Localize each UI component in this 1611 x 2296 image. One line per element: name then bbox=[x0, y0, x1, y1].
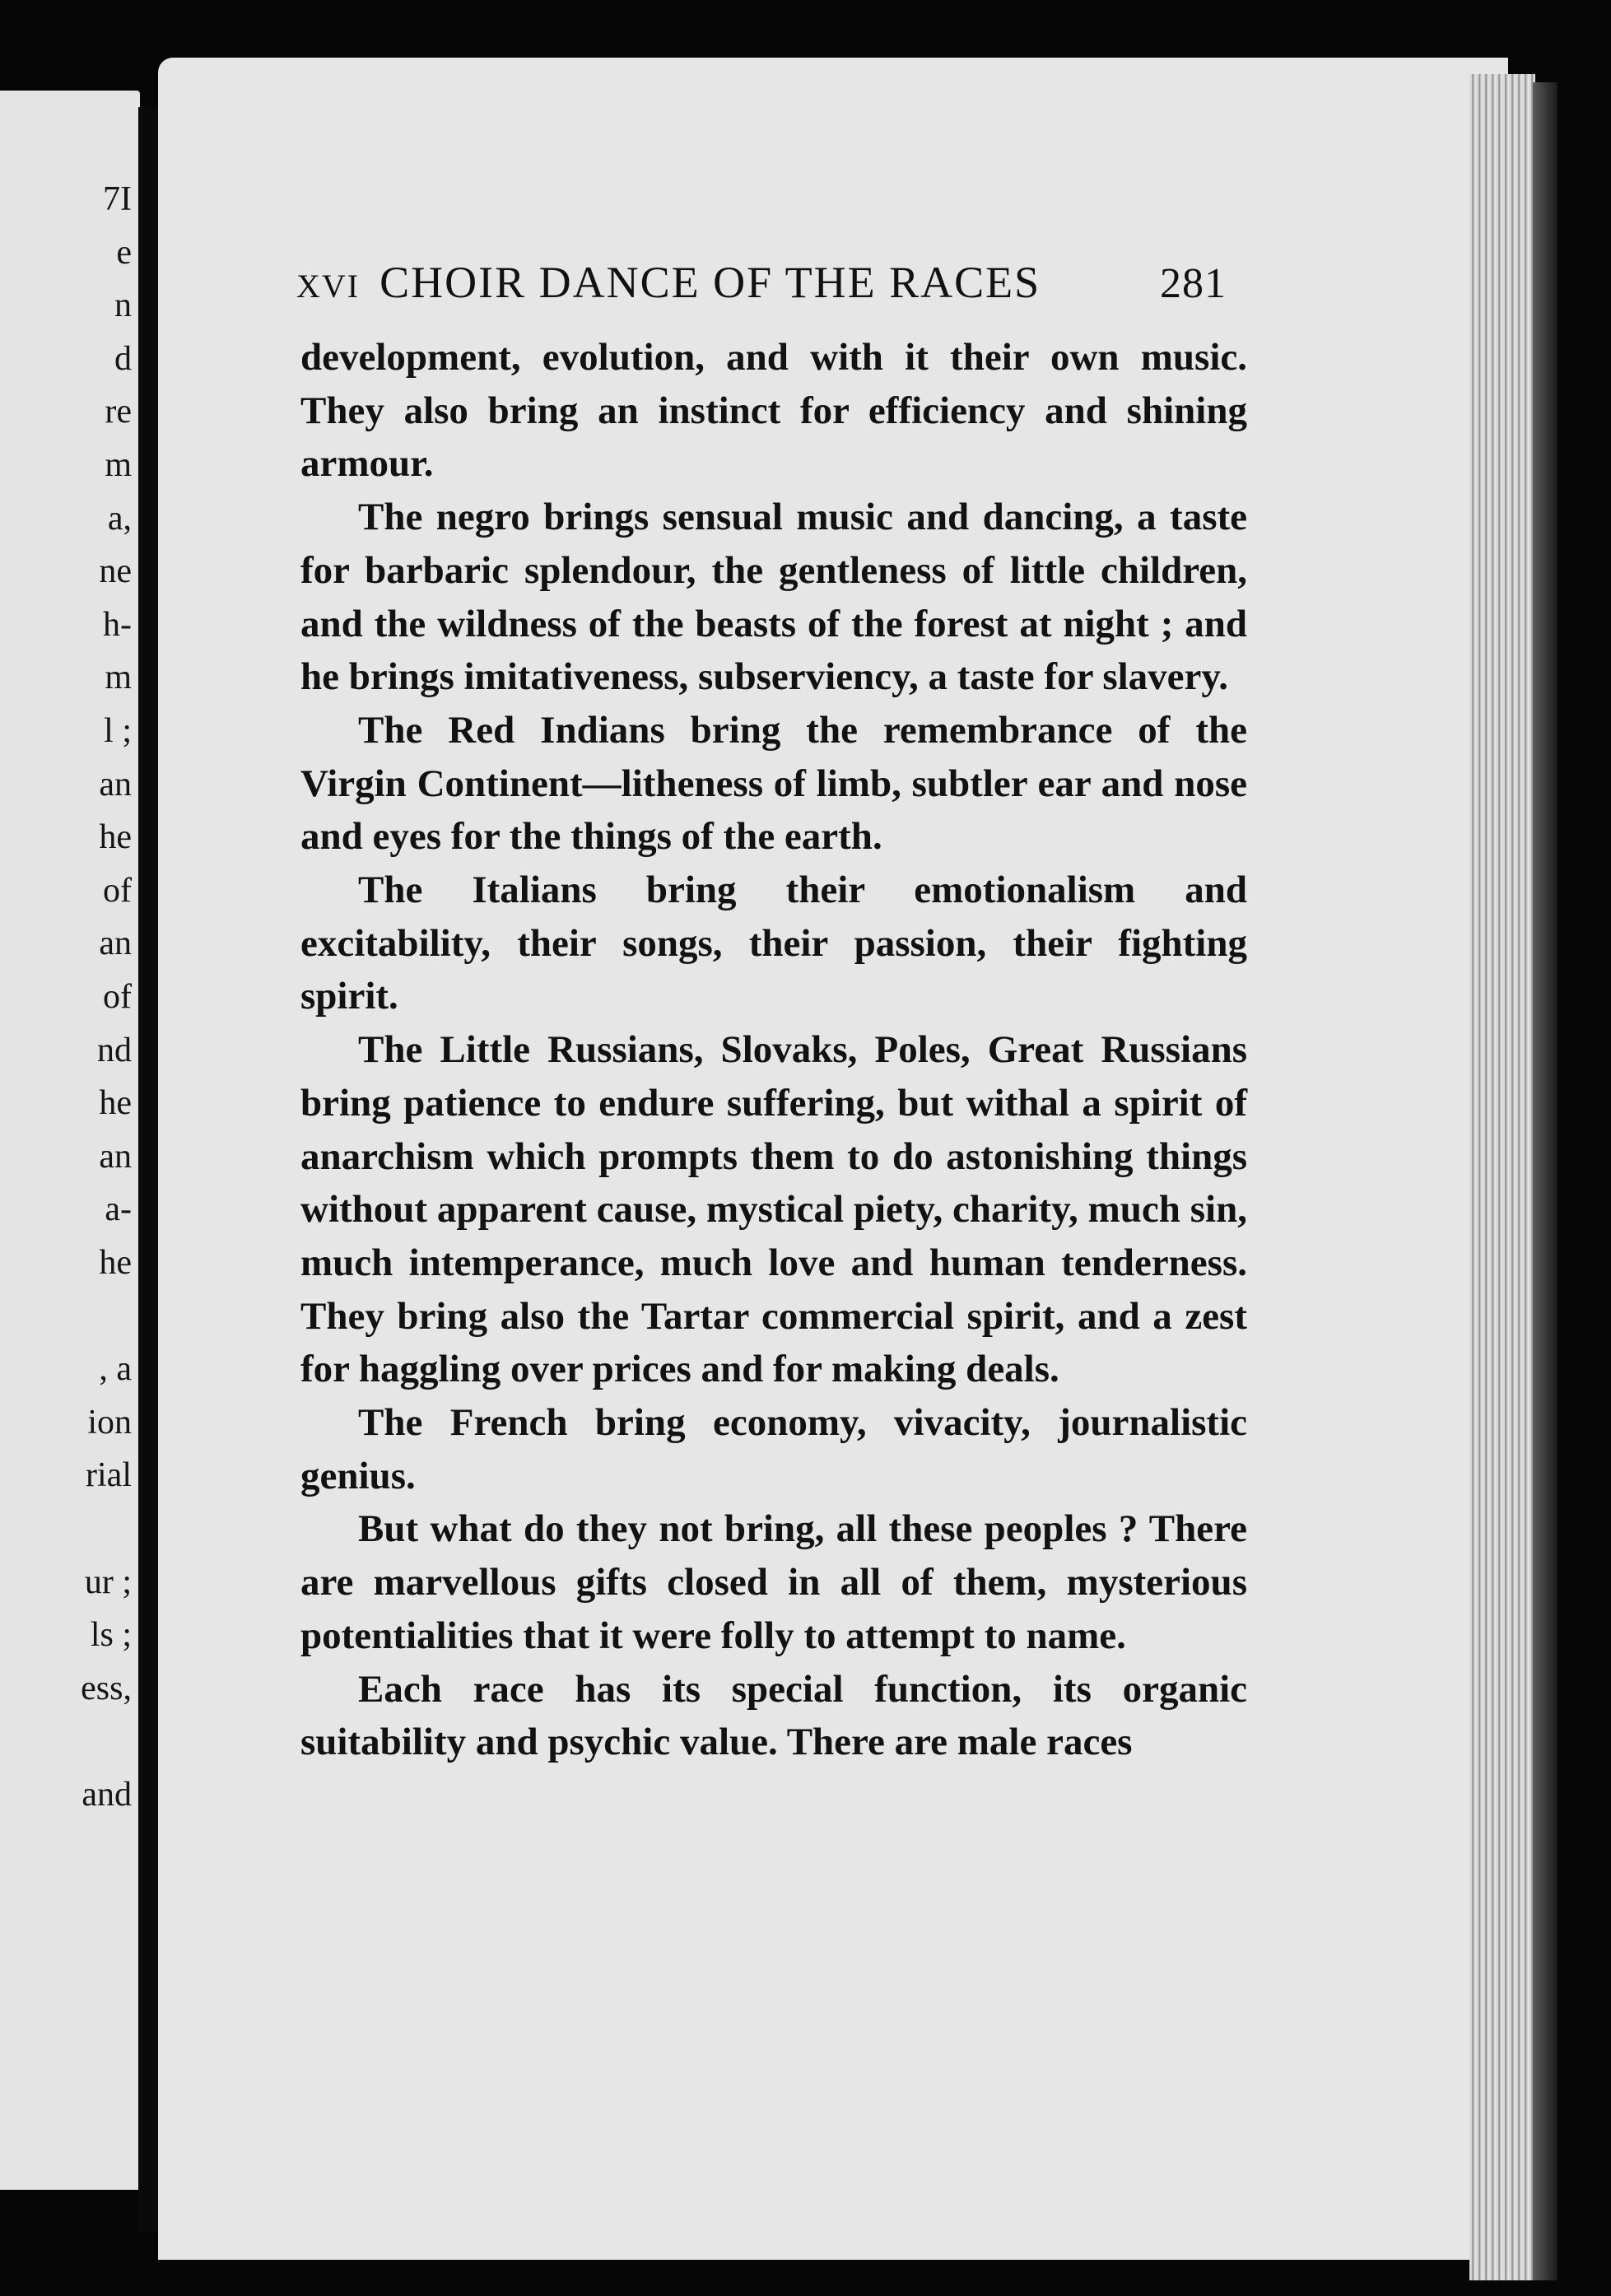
facing-page-line: m bbox=[105, 446, 132, 484]
page-edge-shadow bbox=[1533, 82, 1557, 2280]
page-edges bbox=[1469, 74, 1535, 2280]
facing-page-line: ls ; bbox=[90, 1616, 132, 1655]
facing-page-line: ne bbox=[99, 552, 132, 591]
facing-page-line: d bbox=[114, 339, 132, 378]
facing-page-line: a, bbox=[107, 499, 132, 538]
paragraph: The Red Indians bring the remembrance of the Virgin Continent—litheness of limb, subtler ear and nose and eyes for the things of the earth. bbox=[300, 708, 1247, 859]
facing-page-line: ur ; bbox=[84, 1562, 132, 1601]
running-head bbox=[296, 257, 1227, 308]
facing-page-line: rial bbox=[86, 1456, 132, 1495]
facing-page-line: re bbox=[105, 393, 132, 431]
book-gutter bbox=[138, 107, 158, 2231]
facing-page-line: of bbox=[103, 871, 132, 910]
chapter-number: XVI bbox=[296, 268, 361, 305]
facing-page-left bbox=[0, 91, 140, 2190]
paragraph: The French bring economy, vivacity, journalistic genius. bbox=[300, 1401, 1247, 1497]
facing-page-line: ion bbox=[87, 1403, 132, 1441]
facing-page-line: an bbox=[99, 924, 132, 963]
paragraph: Each race has its special function, its organic suitability and psychic value. There are male races bbox=[300, 1667, 1247, 1764]
facing-page-line: of bbox=[103, 978, 132, 1016]
chapter-title: CHOIR DANCE OF THE RACES bbox=[379, 258, 1041, 307]
facing-page-line: h- bbox=[103, 605, 132, 644]
facing-page-line: and bbox=[81, 1776, 132, 1814]
facing-page-line: l ; bbox=[104, 712, 132, 750]
body-text bbox=[300, 331, 1247, 1769]
facing-page-line: , a bbox=[99, 1350, 132, 1389]
facing-page-line: m bbox=[105, 659, 132, 697]
facing-page-line: ess, bbox=[81, 1669, 132, 1707]
paragraph: The Little Russians, Slovaks, Poles, Great Russians bring patience to endure suffering, but withal a spirit of anarchism which prompts them to do astonishing things without apparent cause, mystical piety, charity, much sin, much intemperance, much love and human tenderness. They bring also the Tartar commercial spirit, and a zest for haggling over prices and for making deals. bbox=[300, 1028, 1247, 1391]
paragraph: The negro brings sensual music and dancing, a taste for barbaric splendour, the gentleness of little children, and the wildness of the beasts of the forest at night ; and he brings imitativeness, subserviency, a taste for slavery. bbox=[300, 496, 1247, 699]
page-number: 281 bbox=[1160, 260, 1227, 307]
facing-page-line: nd bbox=[97, 1031, 132, 1069]
facing-page-line: he bbox=[99, 1084, 132, 1123]
paragraph: development, evolution, and with it their own music. They also bring an instinct for efficiency and shining armour. bbox=[300, 336, 1247, 486]
facing-page-line: an bbox=[99, 1137, 132, 1176]
paragraph: But what do they not bring, all these peoples ? There are marvellous gifts closed in all of them, mysterious potentialities that it were folly to attempt to name. bbox=[300, 1507, 1247, 1657]
facing-page-line: n bbox=[114, 286, 132, 325]
facing-page-line: a- bbox=[105, 1190, 132, 1229]
facing-page-line: an bbox=[99, 765, 132, 803]
facing-page-line: he bbox=[99, 1244, 132, 1282]
facing-page-line: e bbox=[116, 233, 132, 272]
paragraph: The Italians bring their emotionalism and excitability, their songs, their passion, their fighting spirit. bbox=[300, 869, 1247, 1018]
facing-page-line: 7I bbox=[103, 180, 132, 218]
facing-page-line: he bbox=[99, 818, 132, 857]
